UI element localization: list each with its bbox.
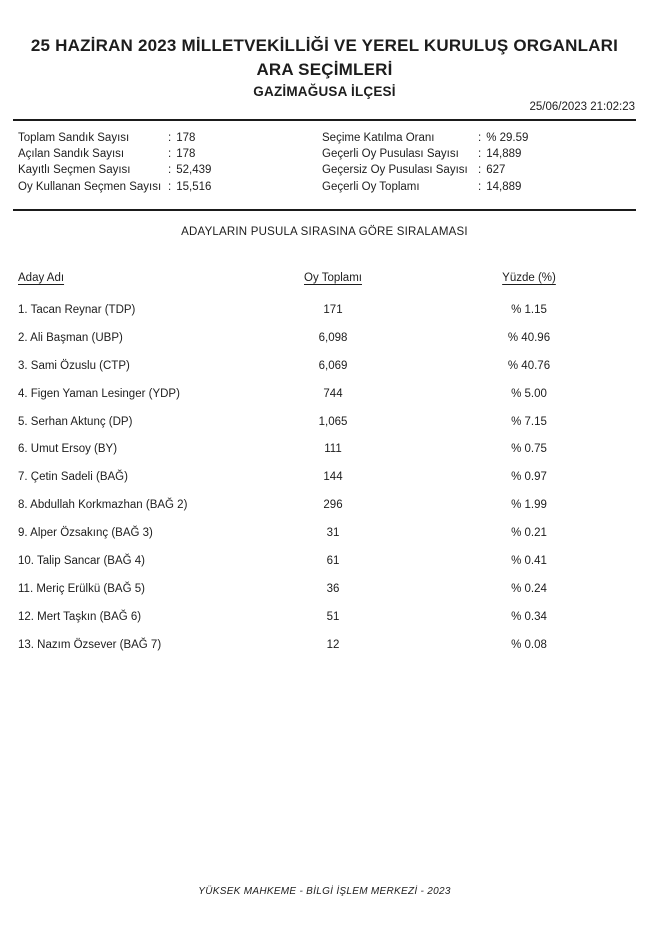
table-row [0, 548, 649, 576]
table-row [0, 604, 649, 632]
stat-separator: : [168, 164, 172, 177]
table-row [0, 576, 649, 604]
candidate-percent: % 5.00 [511, 387, 547, 400]
candidate-name: 13. Nazım Özsever (BAĞ 7) [18, 638, 162, 651]
candidate-name: 10. Talip Sancar (BAĞ 4) [18, 555, 145, 568]
table-row [0, 297, 649, 325]
candidate-votes: 296 [323, 499, 343, 512]
stat-value: 15,516 [176, 180, 212, 193]
column-header-votes: Oy Toplamı [304, 272, 362, 284]
table-row [0, 520, 649, 548]
stat-label: Seçime Katılma Oranı [322, 132, 435, 144]
stat-label: Oy Kullanan Seçmen Sayısı [18, 180, 162, 193]
stat-label: Toplam Sandık Sayısı [18, 132, 130, 144]
report-title-line2: ARA SEÇİMLERİ [256, 60, 393, 79]
table-row [0, 464, 649, 492]
stat-label: Kayıtlı Seçmen Sayısı [18, 164, 131, 177]
candidate-votes: 1,065 [318, 415, 348, 428]
table-row [0, 409, 649, 437]
stat-row [18, 179, 322, 195]
stat-row [322, 162, 528, 178]
summary-stats [18, 130, 649, 195]
summary-stats-left [18, 130, 322, 195]
stat-label: Geçerli Oy Pusulası Sayısı [322, 148, 459, 161]
table-row [0, 632, 649, 660]
stat-label: Geçersiz Oy Pusulası Sayısı [322, 164, 468, 177]
divider-stats [13, 209, 636, 211]
candidate-name: 3. Sami Özuslu (CTP) [18, 359, 130, 372]
candidate-votes: 744 [323, 387, 343, 400]
report-title-line1: 25 HAZİRAN 2023 MİLLETVEKİLLİĞİ VE YEREL KURULUŞ ORGANLARI [30, 36, 619, 55]
stat-row [18, 146, 322, 162]
candidate-percent: % 0.41 [511, 555, 547, 568]
table-row [0, 381, 649, 409]
candidate-percent: % 0.97 [511, 471, 547, 484]
candidates-table [0, 297, 649, 660]
candidate-percent: % 0.08 [511, 638, 547, 651]
stat-value: 627 [486, 164, 506, 177]
candidate-percent: % 0.21 [511, 527, 547, 540]
column-header-name: Aday Adı [18, 272, 65, 284]
table-row [0, 492, 649, 520]
candidate-percent: % 0.75 [511, 443, 547, 456]
candidate-percent: % 7.15 [511, 415, 547, 428]
candidate-percent: % 1.15 [511, 304, 547, 316]
candidate-name: 12. Mert Taşkın (BAĞ 6) [18, 610, 142, 623]
candidate-name: 8. Abdullah Korkmazhan (BAĞ 2) [18, 499, 188, 512]
candidate-votes: 6,098 [318, 331, 348, 344]
stat-separator: : [168, 148, 172, 161]
stat-separator: : [478, 164, 482, 177]
stat-row [322, 130, 528, 146]
candidate-votes: 144 [323, 471, 343, 484]
candidate-votes: 51 [326, 610, 340, 623]
candidate-name: 6. Umut Ersoy (BY) [18, 443, 118, 456]
candidate-votes: 61 [326, 555, 340, 568]
stat-label: Açılan Sandık Sayısı [18, 148, 125, 161]
table-row [0, 436, 649, 464]
table-header [0, 270, 649, 286]
stat-value: 14,889 [486, 148, 522, 161]
candidate-percent: % 40.76 [507, 359, 551, 372]
district-title: GAZİMAĞUSA İLÇESİ [253, 84, 396, 99]
table-row [0, 353, 649, 381]
candidate-percent: % 0.34 [511, 610, 547, 623]
stat-separator: : [478, 180, 482, 193]
candidate-name: 1. Tacan Reynar (TDP) [18, 304, 136, 316]
divider-header [13, 119, 636, 121]
candidate-votes: 31 [326, 527, 340, 540]
stat-value: % 29.59 [486, 132, 529, 144]
column-header-percent: Yüzde (%) [502, 272, 556, 284]
candidate-name: 4. Figen Yaman Lesinger (YDP) [18, 387, 180, 400]
candidate-votes: 12 [326, 638, 340, 651]
stat-label: Geçerli Oy Toplamı [322, 180, 420, 193]
candidate-votes: 171 [323, 304, 343, 316]
stat-separator: : [168, 180, 172, 193]
summary-stats-right [322, 130, 528, 195]
candidate-votes: 6,069 [318, 359, 348, 372]
stat-row [322, 146, 528, 162]
stat-value: 178 [176, 148, 196, 161]
candidate-name: 9. Alper Özsakınç (BAĞ 3) [18, 527, 153, 540]
candidate-name: 2. Ali Başman (UBP) [18, 331, 123, 344]
section-title: ADAYLARIN PUSULA SIRASINA GÖRE SIRALAMASI [181, 226, 468, 238]
candidate-percent: % 0.24 [511, 582, 547, 595]
candidate-name: 11. Meriç Erülkü (BAĞ 5) [18, 582, 145, 595]
candidate-name: 7. Çetin Sadeli (BAĞ) [18, 471, 128, 484]
stat-value: 178 [176, 132, 196, 144]
candidate-percent: % 40.96 [507, 331, 551, 344]
report-timestamp: 25/06/2023 21:02:23 [529, 101, 635, 113]
candidate-votes: 111 [324, 443, 342, 456]
stat-value: 14,889 [486, 180, 522, 193]
stat-separator: : [478, 148, 482, 161]
table-row [0, 325, 649, 353]
stat-separator: : [478, 132, 482, 144]
stat-row [322, 179, 528, 195]
stat-separator: : [168, 132, 172, 144]
stat-row [18, 162, 322, 178]
candidate-votes: 36 [326, 582, 340, 595]
footer-text: YÜKSEK MAHKEME - BİLGİ İŞLEM MERKEZİ - 2023 [198, 886, 451, 897]
candidate-name: 5. Serhan Aktunç (DP) [18, 415, 133, 428]
stat-row [18, 130, 322, 146]
candidate-percent: % 1.99 [511, 499, 547, 512]
stat-value: 52,439 [176, 164, 212, 177]
